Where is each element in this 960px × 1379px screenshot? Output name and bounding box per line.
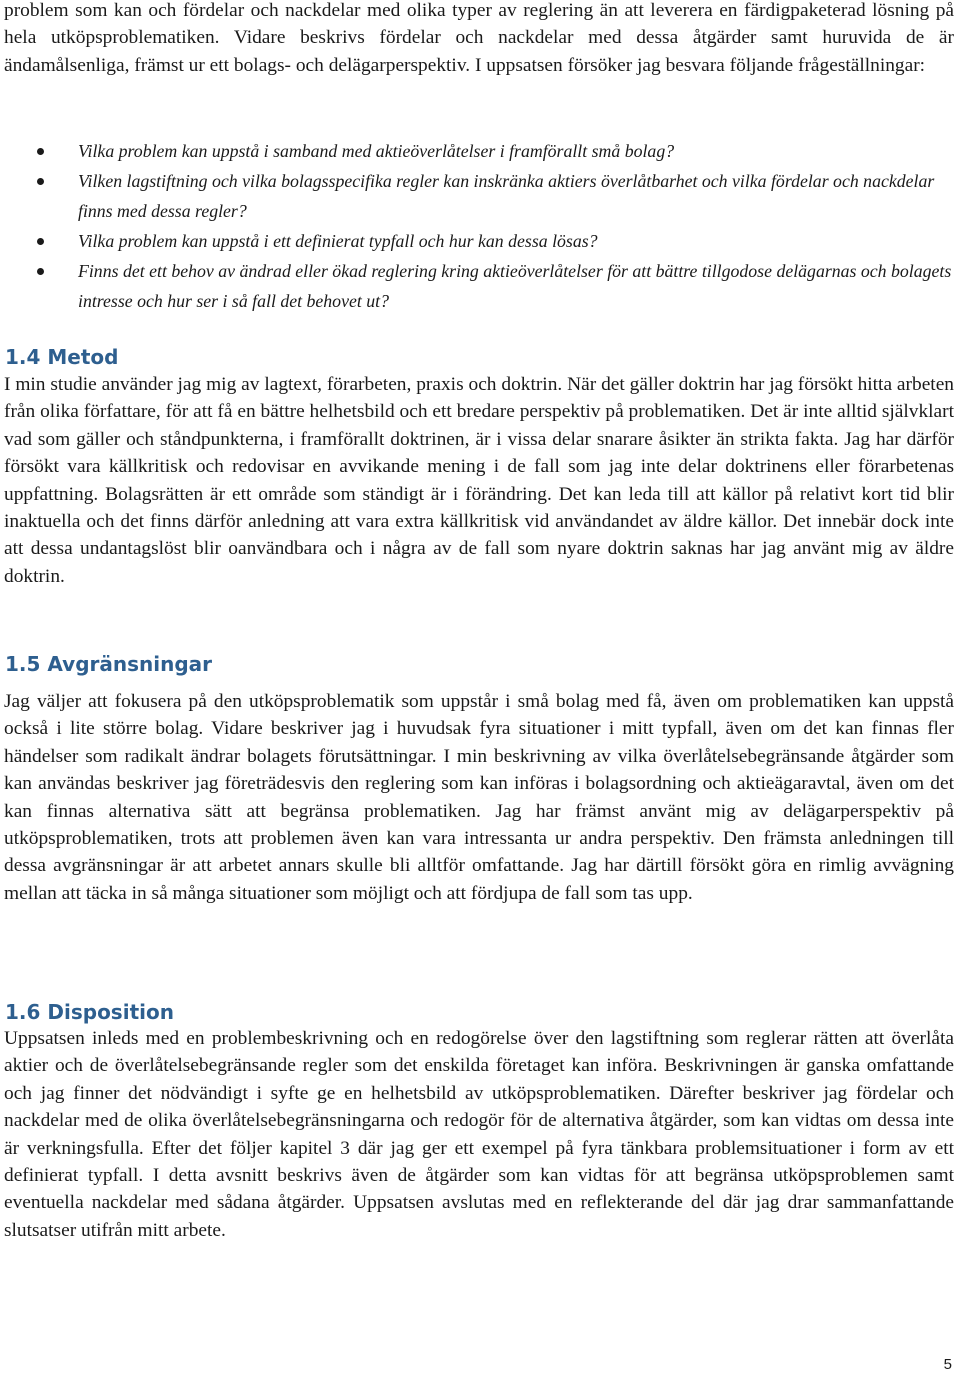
section-body-disposition: Uppsatsen inleds med en problembeskrivning och en redogörelse över den lagstiftning som reglerar rätten att överlåta aktier och de överlåtelsebegränsande regler som det enskilda företaget kan införa. Beskrivningen är ganska omfattande och jag finner det nödvändigt i syfte ge en helhetsbild av utköpsproblematiken. Därefter beskriver jag fördelar och nackdelar med de olika överlåtelsebegränsningarna och redogör för de alternativa åtgärder, som kan vidtas om dessa inte är verkningsfulla. Efter det följer kapitel 3 där jag ger ett exempel på fyra tänkbara problemsituationer i form av ett definierat typfall. I detta avsnitt beskrivs även de åtgärder som kan vidtas för att begränsa utköpsproblemen samt eventuella nackdelar med sådana åtgärder. Uppsatsen avslutas med en reflekterande del där jag drar sammanfattande slutsatser utifrån mitt arbete. xyxy=(4,1028,954,1241)
section-heading-disposition: 1.6 Disposition xyxy=(5,1000,174,1024)
section-heading-metod: 1.4 Metod xyxy=(5,345,119,369)
bullet-icon xyxy=(37,148,44,155)
list-item xyxy=(0,226,956,256)
section-body-avgransningar: Jag väljer att fokusera på den utköpsproblematik som uppstår i små bolag med få, även om problematiken kan uppstå också i lite större bolag. Vidare beskriver jag i huvudsak fyra situationer i mitt typfall, även om det kan finnas fler händelser som radikalt ändrar bolagets förutsättningar. I min beskrivning av vilka överlåtelsebegränsande åtgärder som kan användas beskriver jag företrädesvis den reglering som kan införas i bolagsordning och aktieägaravtal, även om det kan finnas alternativa sätt att begränsa problematiken. Jag har främst använt mig av delägarperspektiv på utköpsproblematiken, trots att problemen även kan vara intressanta ur andra perspektiv. Den främsta anledningen till dessa avgränsningar är att arbetet annars skulle bli alltför omfattande. Jag har därtill försökt göra en rimlig avvägning mellan att täcka in så många situationer som möjligt och att fördjupa de fall som tas upp. xyxy=(4,691,954,904)
question-text: Vilka problem kan uppstå i ett definierat typfall och hur kan dessa lösas? xyxy=(78,231,598,251)
bullet-icon xyxy=(37,178,44,185)
bullet-icon xyxy=(37,268,44,275)
section-body-metod: I min studie använder jag mig av lagtext, förarbeten, praxis och doktrin. När det gäller doktrin har jag försökt hitta arbeten från olika författare, för att få en bättre helhetsbild och ett bredare perspektiv på problematiken. Det är inte alltid självklart vad som gäller och ståndpunkterna, i framförallt doktrinen, är i vissa delar snarare åsikter än strikta fakta. Jag har därför försökt vara källkritisk och redovisar en avvikande mening i de fall som jag inte delar doktrinens eller förarbetenas uppfattning. Bolagsrätten är ett område som ständigt är i förändring. Det kan leda till att källor på relativt kort tid blir inaktuella och det finns därför anledning att vara extra källkritisk vid användandet av äldre källor. Det innebär dock inte att dessa undantagslöst blir oanvändbara och i några av de fall som nyare doktrin saknas har jag använt mig av äldre doktrin. xyxy=(4,374,954,587)
list-item xyxy=(0,256,956,316)
section-heading-avgransningar: 1.5 Avgränsningar xyxy=(5,652,213,676)
list-item xyxy=(0,166,956,226)
list-item xyxy=(0,136,956,166)
page-number: 5 xyxy=(943,1356,952,1373)
question-text: Vilken lagstiftning och vilka bolagsspecifika regler kan inskränka aktiers överlåtbarhet och vilka fördelar och nackdelar finns med dessa regler? xyxy=(78,171,935,221)
question-text: Vilka problem kan uppstå i samband med aktieöverlåtelser i framförallt små bolag? xyxy=(78,141,675,161)
intro-paragraph: problem som kan och fördelar och nackdelar med olika typer av reglering än att leverera en färdigpaketerad lösning på hela utköpsproblematiken. Vidare beskrivs fördelar och nackdelar med dessa åtgärder samt huruvida de är ändamålsenliga, främst ur ett bolags- och delägarperspektiv. I uppsatsen försöker jag besvara följande frågeställningar: xyxy=(4,0,954,76)
question-text: Finns det ett behov av ändrad eller ökad reglering kring aktieöverlåtelser för att bättre tillgodose delägarnas och bolagets intresse och hur ser i så fall det behovet ut? xyxy=(78,261,952,311)
bullet-icon xyxy=(37,238,44,245)
research-questions-list xyxy=(0,136,956,316)
